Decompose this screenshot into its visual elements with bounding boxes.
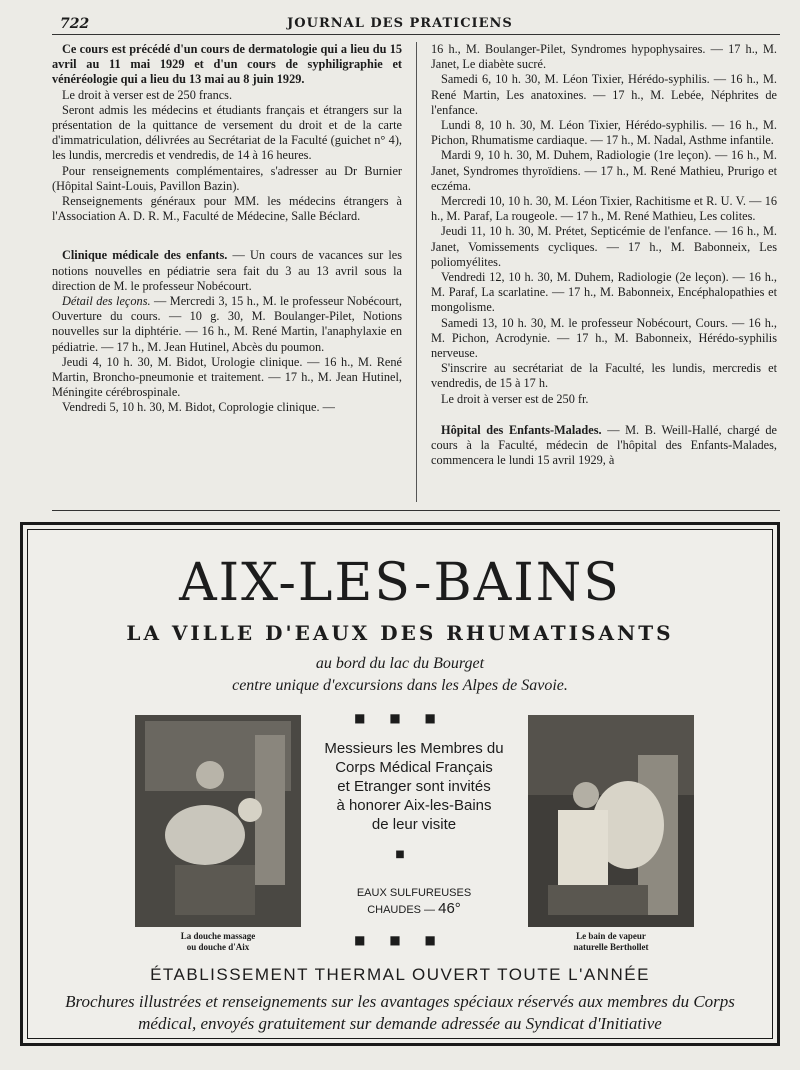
paragraph: Ce cours est précédé d'un cours de dermatologie qui a lieu du 15 avril au 11 mai 1929 et d'un cours de syphiligraphie et vénéréologie qui a lieu du 13 mai au 8 juin 1929. (52, 42, 402, 87)
photo-douche-massage (135, 715, 301, 927)
paragraph-hopital (431, 423, 777, 469)
paragraph: Samedi 6, 10 h. 30, M. Léon Tixier, Hérédo-syphilis. — 16 h., M. René Martin, Les anatoxines. — 17 h., M. Lebée, Néphrites de l'enfance. (431, 72, 777, 117)
caption-line: La douche massage (180, 931, 256, 941)
waters-line-2 (311, 901, 517, 918)
section-text: — M. B. Weill-Hallé, chargé de cours à la Faculté, médecin de l'hôpital des Enfants-Malades, commencera le lundi 15 avril 1929, à (431, 422, 777, 468)
ad-title: AIX-LES-BAINS (179, 553, 621, 613)
spacer (431, 407, 777, 423)
advertisement (20, 522, 780, 1046)
invite-line: à honorer Aix-les-Bains (336, 797, 492, 814)
ornament-dot: ■ (395, 849, 405, 860)
right-column (417, 42, 777, 502)
paragraph-clinique (52, 248, 402, 294)
page-number: 722 (60, 16, 90, 32)
waters-label: CHAUDES — (367, 904, 436, 916)
section-heading: Clinique médicale des enfants. (62, 248, 228, 263)
caption-line: Le bain de vapeur (576, 931, 646, 941)
ad-tagline: au bord du lac du Bourget (315, 655, 485, 672)
waters-info (311, 885, 517, 918)
photo-bain-vapeur (528, 715, 694, 927)
paragraph: Jeudi 4, 10 h. 30, M. Bidot, Urologie clinique. — 16 h., M. René Martin, Broncho-pneumonie et traitement. — 17 h., M. Jean Hutinel, Méningite cérébrospinale. (52, 354, 402, 400)
invite-line: et Etranger sont invités (337, 778, 491, 795)
invite-line: de leur visite (371, 816, 457, 833)
invite-line: Corps Médical Français (335, 759, 493, 776)
paragraph: Lundi 8, 10 h. 30, M. Léon Tixier, Hérédo-syphilis. — 16 h., M. Pichon, Rhumatisme cardiaque. — 17 h., M. Nadal, Asthme infantile. (431, 118, 777, 148)
paragraph: S'inscrire au secrétariat de la Faculté, les lundis, mercredis et vendredis, de 15 à 17 h. (431, 361, 777, 391)
paragraph: Jeudi 11, 10 h. 30, M. Prétet, Septicémie de l'enfance. — 16 h., M. Janet, Vomissements cycliques. — 17 h., M. Babonneix, Les poliomyélites. (431, 224, 777, 269)
invite-line: Messieurs les Membres du (324, 740, 504, 757)
paragraph: Vendredi 12, 10 h. 30, M. Duhem, Radiologie (2e leçon). — 16 h., M. Paraf, La scarlatine. — 17 h., M. Babonneix, Encéphalopathies et mongolisme. (431, 270, 777, 315)
paragraph: Samedi 13, 10 h. 30, M. le professeur Nobécourt, Cours. — 16 h., M. Pichon, Acrodynie. — 17 h., M. Babonneix, Hérédo-syphilis nerveuse. (431, 315, 777, 361)
section-heading: Hôpital des Enfants-Malades. (441, 422, 602, 437)
ornament-dots: ■ ■ ■ (354, 711, 446, 725)
paragraph: Vendredi 5, 10 h. 30, M. Bidot, Coprologie clinique. — (62, 400, 335, 415)
section-text: — Un cours de vacances sur les notions nouvelles en pédiatrie sera fait du 3 au 13 avril sous la direction de M. le professeur Nobécourt. (52, 248, 402, 293)
paragraph: Mercredi 10, 10 h. 30, M. Léon Tixier, Rachitisme et R. U. V. — 16 h., M. Paraf, La rougeole. — 17 h., M. René Mathieu, Les colites. (431, 194, 777, 224)
journal-title: JOURNAL DES PRATICIENS (287, 16, 513, 31)
header-rule (52, 34, 780, 35)
caption-line: naturelle Berthollet (573, 942, 649, 952)
detail-label: Détail des leçons. (62, 294, 151, 309)
invitation-text (311, 739, 517, 834)
establishment-line: ÉTABLISSEMENT THERMAL OUVERT TOUTE L'ANNÉE (150, 965, 650, 984)
waters-line: EAUX SULFUREUSES (356, 887, 472, 899)
paragraph: Le droit à verser est de 250 francs. (62, 87, 233, 102)
left-column (52, 42, 417, 502)
ornament-dots: ■ ■ ■ (354, 933, 446, 947)
paragraph: Seront admis les médecins et étudiants français et étrangers sur la présentation de la quittance de versement du droit et de la carte d'immatriculation, délivrées au Secrétariat de la Faculté (guichet n° 4), les lundis, mercredis et vendredis, de 14 à 16 heures. (52, 102, 402, 163)
detail-text: — Mercredi 3, 15 h., M. le professeur Nobécourt, Ouverture du cours. — 10 g. 30, M. Boulanger-Pilet, Notions nouvelles sur la diphtérie. — 16 h., M. René Martin, l'anaphylaxie en pédiatrie. — 17 h., M. Jean Hutinel, Abcès du poumon. (52, 294, 403, 354)
ad-subtitle: LA VILLE D'EAUX DES RHUMATISANTS (126, 621, 674, 645)
paragraph: Pour renseignements complémentaires, s'adresser au Dr Burnier (Hôpital Saint-Louis, Pavillon Bazin). (52, 163, 402, 193)
brochures-text: Brochures illustrées et renseignements sur les avantages spéciaux réservés aux membres du Corps médical, envoyés gratuitement sur demande adressée au Syndicat d'Initiative (65, 992, 735, 1033)
paragraph: Le droit à verser est de 250 fr. (441, 391, 589, 406)
article-columns (52, 42, 780, 502)
paragraph: Mardi 9, 10 h. 30, M. Duhem, Radiologie (1re leçon). — 16 h., M. Janet, Syndromes thyroïdiens. — 17 h., M. René Mathieu, Prurigo et eczéma. (431, 148, 777, 193)
caption-line: ou douche d'Aix (186, 942, 250, 952)
spacer (52, 224, 402, 248)
ad-tagline: centre unique d'excursions dans les Alpes de Savoie. (232, 677, 568, 694)
page-header (0, 0, 800, 34)
paragraph-detail (52, 294, 402, 355)
paragraph: 16 h., M. Boulanger-Pilet, Syndromes hypophysaires. — 17 h., M. Janet, Le diabète sucré. (431, 42, 777, 72)
section-rule (52, 510, 780, 511)
paragraph: Renseignements généraux pour MM. les médecins étrangers à l'Association A. D. R. M., Faculté de Médecine, Salle Béclard. (52, 194, 402, 224)
temperature: 46° (438, 900, 461, 917)
